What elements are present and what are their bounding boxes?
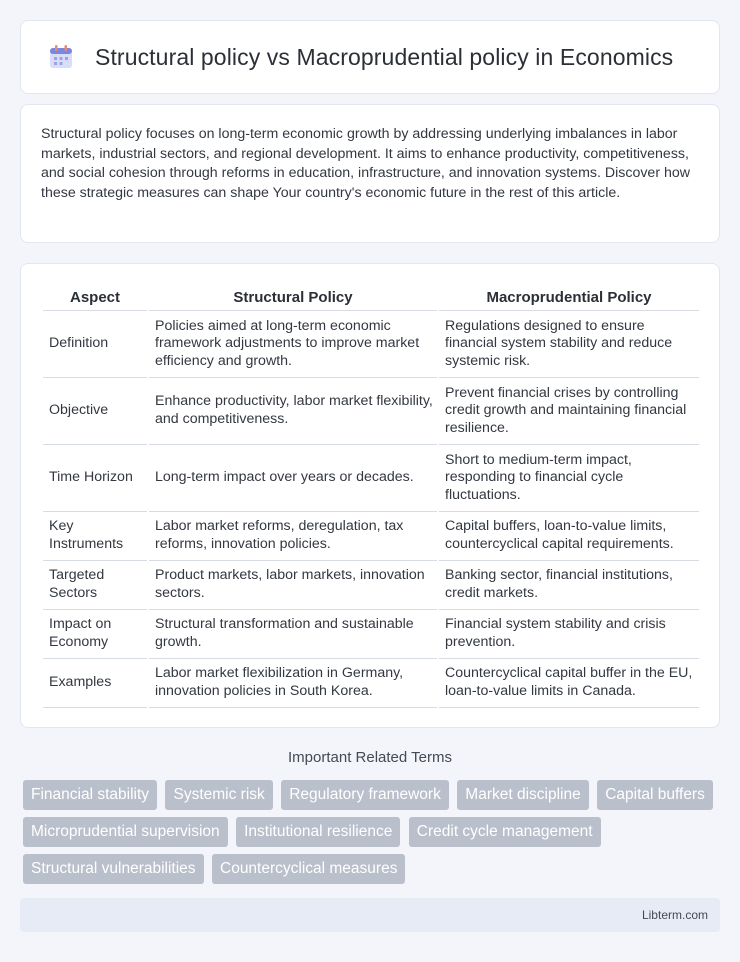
page-header	[20, 20, 720, 94]
cell-aspect: Objective	[43, 378, 147, 445]
header-structural: Structural Policy	[149, 281, 437, 311]
table-row	[43, 512, 699, 561]
cell-aspect: Time Horizon	[43, 445, 147, 512]
intro-text: Structural policy focuses on long-term economic growth by addressing underlying imbalances in labor markets, industrial sectors, and regional development. It aims to enhance productivity, competitiveness, and social cohesion through reforms in education, infrastructure, and innovation systems. Discover how these strategic measures can shape Your country's economic future in the rest of this article.	[41, 126, 691, 201]
table-row	[43, 311, 699, 378]
cell-structural: Product markets, labor markets, innovation sectors.	[149, 561, 437, 610]
cell-macro: Financial system stability and crisis prevention.	[439, 610, 699, 659]
cell-structural: Policies aimed at long-term economic framework adjustments to improve market efficiency and growth.	[149, 311, 437, 378]
related-terms-list	[23, 780, 723, 891]
tag-microprudential-supervision[interactable]: Microprudential supervision	[23, 817, 228, 847]
cell-macro: Countercyclical capital buffer in the EU, loan-to-value limits in Canada.	[439, 659, 699, 708]
cell-macro: Prevent financial crises by controlling credit growth and maintaining financial resilience.	[439, 378, 699, 445]
cell-structural: Labor market reforms, deregulation, tax reforms, innovation policies.	[149, 512, 437, 561]
cell-structural: Structural transformation and sustainable growth.	[149, 610, 437, 659]
cell-structural: Enhance productivity, labor market flexibility, and competitiveness.	[149, 378, 437, 445]
cell-macro: Banking sector, financial institutions, credit markets.	[439, 561, 699, 610]
table-row	[43, 445, 699, 512]
table-row	[43, 561, 699, 610]
table-row	[43, 378, 699, 445]
footer-brand-link[interactable]: Libterm.com	[641, 908, 708, 922]
tag-regulatory-framework[interactable]: Regulatory framework	[281, 780, 449, 810]
tag-institutional-resilience[interactable]: Institutional resilience	[236, 817, 400, 847]
cell-aspect: Key Instruments	[43, 512, 147, 561]
cell-aspect: Definition	[43, 311, 147, 378]
tag-systemic-risk[interactable]: Systemic risk	[165, 780, 272, 810]
tag-structural-vulnerabilities[interactable]: Structural vulnerabilities	[23, 854, 204, 884]
related-terms-title: Important Related Terms	[288, 749, 452, 766]
comparison-card	[20, 263, 720, 728]
tag-countercyclical-measures[interactable]: Countercyclical measures	[212, 854, 405, 884]
cell-macro: Capital buffers, loan-to-value limits, countercyclical capital requirements.	[439, 512, 699, 561]
tag-credit-cycle-management[interactable]: Credit cycle management	[409, 817, 601, 847]
tag-capital-buffers[interactable]: Capital buffers	[597, 780, 713, 810]
table-row	[43, 659, 699, 708]
page-title: Structural policy vs Macroprudential policy in Economics	[95, 43, 674, 70]
table-header-row	[43, 281, 699, 311]
tag-financial-stability[interactable]: Financial stability	[23, 780, 157, 810]
cell-aspect: Examples	[43, 659, 147, 708]
cell-structural: Labor market flexibilization in Germany, innovation policies in South Korea.	[149, 659, 437, 708]
calendar-icon	[47, 43, 75, 71]
tag-market-discipline[interactable]: Market discipline	[457, 780, 588, 810]
footer	[20, 898, 720, 932]
cell-macro: Regulations designed to ensure financial system stability and reduce systemic risk.	[439, 311, 699, 378]
cell-aspect: Impact on Economy	[43, 610, 147, 659]
cell-structural: Long-term impact over years or decades.	[149, 445, 437, 512]
cell-aspect: Targeted Sectors	[43, 561, 147, 610]
header-macroprudential: Macroprudential Policy	[439, 281, 699, 311]
comparison-table	[41, 281, 701, 708]
header-aspect: Aspect	[43, 281, 147, 311]
table-row	[43, 610, 699, 659]
cell-macro: Short to medium-term impact, responding to financial cycle fluctuations.	[439, 445, 699, 512]
intro-card	[20, 104, 720, 243]
